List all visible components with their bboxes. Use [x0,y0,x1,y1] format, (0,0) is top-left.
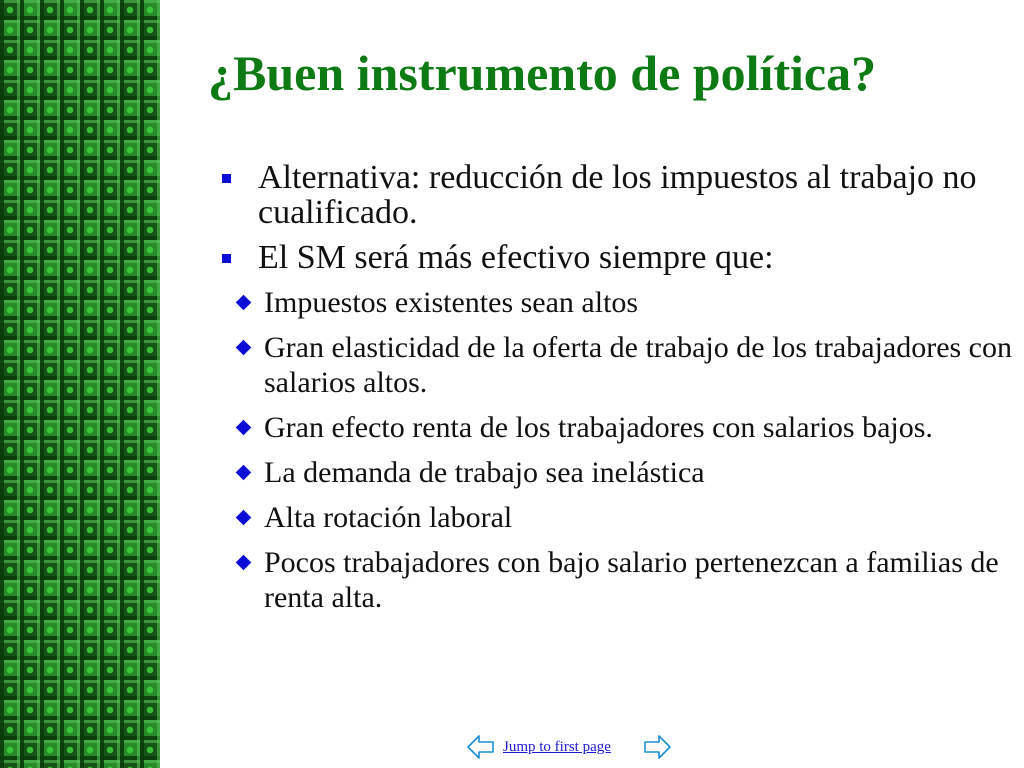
diamond-bullet-icon [236,295,252,311]
sub-bullet-item [220,500,1020,535]
bullet-list [220,160,1020,625]
bullet-item-sm-efectivo [220,240,1020,615]
right-arrow-icon[interactable] [642,734,672,760]
diamond-bullet-icon [236,465,252,481]
jump-to-first-page-link[interactable]: Jump to first page [503,739,611,755]
bullet-item-alternativa [220,160,1020,230]
diamond-bullet-icon [236,420,252,436]
square-bullet-icon [222,254,231,263]
sub-bullet-item [220,545,1020,615]
sub-bullet-text: Impuestos existentes sean altos [264,286,639,319]
diamond-bullet-icon [236,555,252,571]
diamond-bullet-icon [236,510,252,526]
left-arrow-icon[interactable] [466,734,496,760]
bullet-text: El SM será más efectivo siempre que: [258,239,774,276]
slide-navigation [0,732,1024,762]
sub-bullet-text: Alta rotación laboral [264,501,513,534]
slide-title: ¿Buen instrumento de política? [208,45,877,101]
square-bullet-icon [222,174,231,183]
diamond-bullet-icon [236,340,252,356]
decorative-side-pattern [0,0,160,768]
sub-bullet-list [258,285,1020,615]
sub-bullet-item [220,455,1020,490]
sub-bullet-text: La demanda de trabajo sea inelástica [264,456,705,489]
sub-bullet-text: Pocos trabajadores con bajo salario pertenezcan a familias de renta alta. [264,546,999,614]
bullet-text: Alternativa: reducción de los impuestos al trabajo no cualificado. [258,159,977,231]
sub-bullet-text: Gran efecto renta de los trabajadores con salarios bajos. [264,411,933,444]
sub-bullet-item [220,330,1020,400]
sub-bullet-item [220,285,1020,320]
sub-bullet-item [220,410,1020,445]
sub-bullet-text: Gran elasticidad de la oferta de trabajo de los trabajadores con salarios altos. [264,331,1012,399]
